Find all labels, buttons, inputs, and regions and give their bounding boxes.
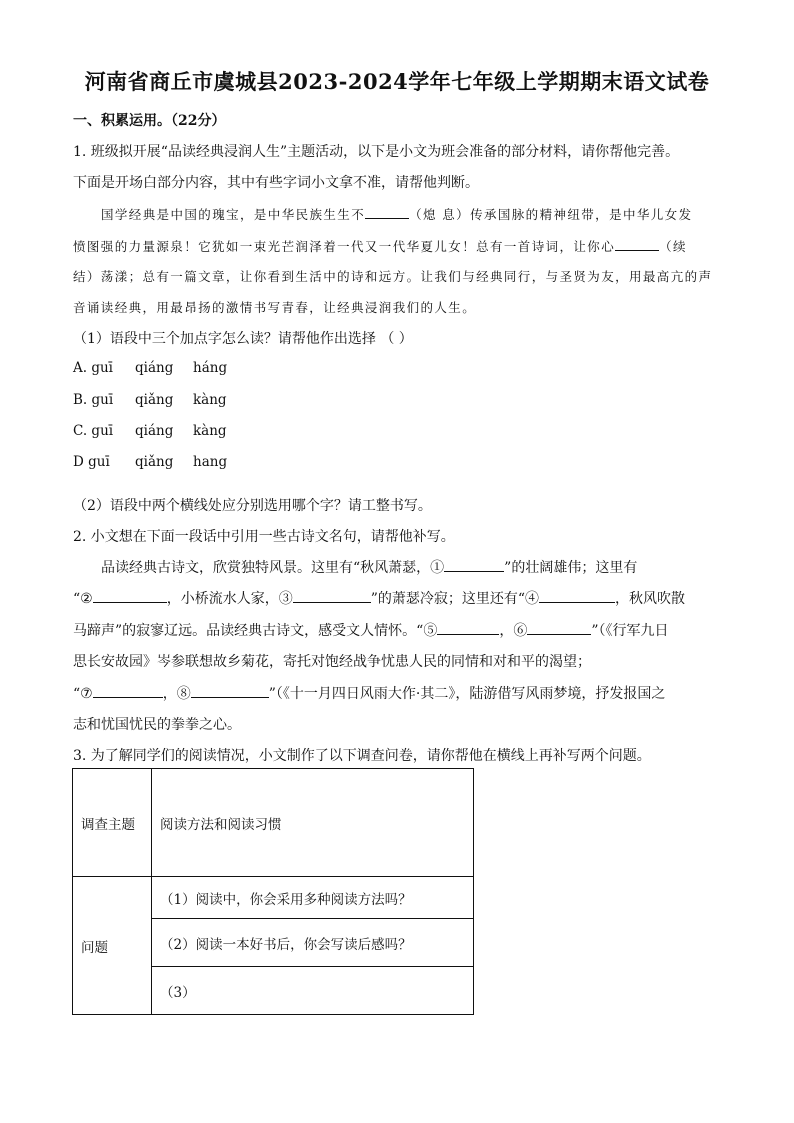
questions-label: 问题 [73, 877, 152, 1015]
survey-table [72, 768, 474, 1015]
option-label: A. guī [73, 360, 113, 376]
passage-line-4: 音诵读经典，用最昂扬的激情书写青春，让经典浸润我们的人生。 [73, 300, 477, 315]
passage-line-2 [73, 237, 687, 255]
blank-7[interactable] [93, 684, 163, 698]
question-1-stem: 1. 班级拟开展“品读经典浸润人生”主题活动，以下是小文为班会准备的部分材料，请你帮他完善。 [73, 144, 680, 160]
survey-question-1: （1）阅读中，你会采用多种阅读方法吗？ [152, 877, 474, 919]
q2-text: 马蹄声”的寂寥辽远。品读经典古诗文，感受文人情怀。“⑤ [73, 623, 438, 639]
pinyin: kàng [193, 392, 227, 408]
passage-text: 愤图强的力量源泉！它犹如一束光芒润泽着一代又一代华夏儿女！总有一首诗词，让你心 [73, 239, 616, 254]
q2-text: ”（《行军九日 [591, 623, 669, 639]
sub-question-1: （1）语段中三个加点字怎么读？请帮他作出选择 （ ） [73, 331, 413, 347]
survey-question-3[interactable]: （3） [152, 967, 474, 1015]
option-a[interactable] [73, 360, 227, 376]
answer-blank-2[interactable] [615, 237, 659, 251]
q2-text: “⑦ [73, 686, 93, 702]
passage-text: （熄 息）传承国脉的精神纽带，是中华儿女发 [409, 207, 693, 222]
topic-label: 调查主题 [73, 769, 152, 877]
sub-question-2: （2）语段中两个横线处应分别选用哪个字？请工整书写。 [73, 498, 432, 514]
option-c[interactable] [73, 423, 227, 439]
q2-text: “② [73, 591, 93, 607]
passage-line-1 [101, 205, 692, 223]
question-2-stem: 2. 小文想在下面一段话中引用一些古诗文名句，请帮他补写。 [73, 529, 455, 545]
section-heading: 一、积累运用。（22分） [73, 113, 226, 129]
blank-4[interactable] [539, 589, 615, 603]
option-label: C. guī [73, 423, 114, 439]
blank-1[interactable] [444, 558, 504, 572]
blank-3[interactable] [293, 589, 371, 603]
survey-question-2: （2）阅读一本好书后，你会写读后感吗？ [152, 919, 474, 967]
pinyin: hang [193, 454, 228, 470]
passage-text: （续 [659, 239, 687, 254]
option-label: D guī [73, 454, 110, 470]
pinyin: qiáng [135, 360, 174, 376]
passage-line-3: 结）荡漾；总有一篇文章，让你看到生活中的诗和远方。让我们与经典同行，与圣贤为友，用最高亢的声 [73, 269, 713, 284]
q2-text: ”的萧瑟冷寂；这里还有“④ [370, 591, 540, 607]
q2-text: ”的壮阔雄伟；这里有 [504, 560, 638, 576]
q2-text: 品读经典古诗文，欣赏独特风景。这里有“秋风萧瑟，① [101, 560, 445, 576]
blank-6[interactable] [527, 621, 591, 635]
q2-line-6: 志和忧国忧民的拳拳之心。 [73, 717, 241, 733]
pinyin: qiǎng [135, 454, 174, 470]
q2-text: ”（《十一月四日风雨大作·其二》，陆游借写风雨梦境，抒发报国之 [268, 686, 666, 702]
passage-text: 国学经典是中国的瑰宝，是中华民族生生不 [101, 207, 366, 222]
question-3-stem: 3. 为了解同学们的阅读情况，小文制作了以下调查问卷，请你帮他在横线上再补写两个问题。 [73, 748, 651, 764]
blank-2[interactable] [93, 589, 167, 603]
blank-8[interactable] [191, 684, 269, 698]
option-d[interactable] [73, 454, 227, 470]
answer-blank-1[interactable] [365, 205, 409, 219]
page-title: 河南省商丘市虞城县2023-2024学年七年级上学期期末语文试卷 [84, 69, 710, 94]
question-1-intro: 下面是开场白部分内容，其中有些字词小文拿不准，请帮他判断。 [73, 175, 479, 191]
q2-text: ，小桥流水人家，③ [166, 591, 293, 607]
option-b[interactable] [73, 392, 227, 408]
q2-line-5 [73, 683, 665, 703]
q2-text: ，秋风吹散 [615, 591, 686, 607]
option-label: B. guī [73, 392, 114, 408]
q2-text: ，⑧ [162, 686, 191, 702]
q2-line-4: 思长安故园》岑参联想故乡菊花，寄托对饱经战争忧患人民的同情和对和平的渴望； [73, 654, 591, 670]
q2-line-1 [101, 557, 637, 577]
pinyin: háng [193, 360, 228, 376]
q2-text: ，⑥ [499, 623, 528, 639]
pinyin: qiáng [135, 423, 174, 439]
q2-line-2 [73, 588, 685, 608]
pinyin: kàng [193, 423, 227, 439]
topic-value: 阅读方法和阅读习惯 [152, 769, 474, 877]
q2-line-3 [73, 620, 669, 640]
blank-5[interactable] [437, 621, 499, 635]
pinyin: qiǎng [135, 392, 174, 408]
